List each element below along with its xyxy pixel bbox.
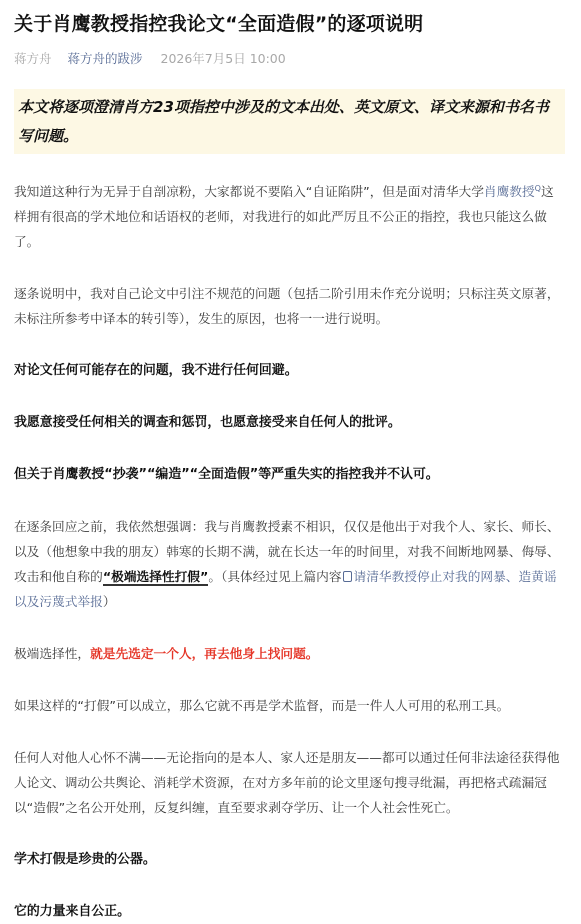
previous-article-link[interactable]: 请清华教授停止对我的网暴、造黄谣以及污蔑式举报 [14, 569, 557, 610]
paragraph-7-before: 极端选择性， [14, 646, 91, 662]
paragraph-11: 它的力量来自公正。 [14, 904, 131, 920]
paragraph-10: 学术打假是珍贵的公器。 [14, 852, 156, 868]
paragraph-9: 任何人对他人心怀不满——无论指向的是本人、家人还是朋友——都可以通过任何非法途径获得他人论文、调动公共舆论、消耗学术资源，在对方多年前的论文里逐句搜寻纰漏，再把格式疏漏冠以“造假”之名公开处刑，反复纠缠，直至要求剥夺学历、让一个人社会性死亡。 [14, 750, 560, 816]
link-icon[interactable] [343, 571, 352, 582]
paragraph-6-before: 在逐条回应之前，我依然想强调：我与肖鹰教授素不相识，仅仅是他出于对我个人、家长、师长、以及（他想象中我的朋友）韩寒的长期不满，就在长达一年的时间里，对我不间断地网暴、侮辱、攻击和他自称的 [14, 519, 560, 585]
article-title: 关于肖鹰教授指控我论文“全面造假”的逐项说明 [14, 13, 424, 35]
paragraph-1 [14, 176, 565, 254]
author-name[interactable]: 蒋方舟 [14, 51, 52, 66]
article-meta [14, 49, 565, 69]
search-icon[interactable]: Q [534, 184, 541, 193]
summary-highlight: 本文将逐项澄清肖方23项指控中涉及的文本出处、英文原文、译文来源和书名书写问题。 [14, 89, 565, 154]
paragraph-4: 我愿意接受任何相关的调查和惩罚，也愿意接受来自任何人的批评。 [14, 415, 401, 431]
account-name-link[interactable]: 蒋方舟的跋涉 [67, 51, 143, 66]
search-link-xiao-ying[interactable]: 肖鹰教授 [483, 184, 535, 200]
paragraph-1-before: 我知道这种行为无异于自剖凉粉，大家都说不要陷入“自证陷阱”，但是面对清华大学 [14, 184, 484, 200]
emphasis-text: “极端选择性打假” [102, 569, 209, 585]
paragraph-7 [14, 641, 565, 666]
paragraph-6-middle: 。（具体经过见上篇内容 [208, 569, 342, 585]
paragraph-6-after: ） [102, 594, 116, 610]
publish-date: 2026年7月5日 10:00 [160, 51, 286, 66]
paragraph-2: 逐条说明中，我对自己论文中引注不规范的问题（包括二阶引用未作充分说明；只标注英文原著，未标注所参考中译本的转引等），发生的原因，也将一一进行说明。 [14, 286, 560, 327]
paragraph-8: 如果这样的“打假”可以成立，那么它就不再是学术监督，而是一件人人可用的私刑工具。 [14, 698, 510, 714]
article-page [0, 10, 581, 924]
paragraph-6 [14, 514, 565, 614]
paragraph-5: 但关于肖鹰教授“抄袭”“编造”“全面造假”等严重失实的指控我并不认可。 [14, 467, 439, 483]
red-emphasis: 就是先选定一个人，再去他身上找问题。 [90, 646, 319, 662]
paragraph-1-after: 这样拥有很高的学术地位和话语权的老师，对我进行的如此严厉且不公正的指控，我也只能这么做了。 [14, 184, 554, 250]
paragraph-3: 对论文任何可能存在的问题，我不进行任何回避。 [14, 363, 298, 379]
